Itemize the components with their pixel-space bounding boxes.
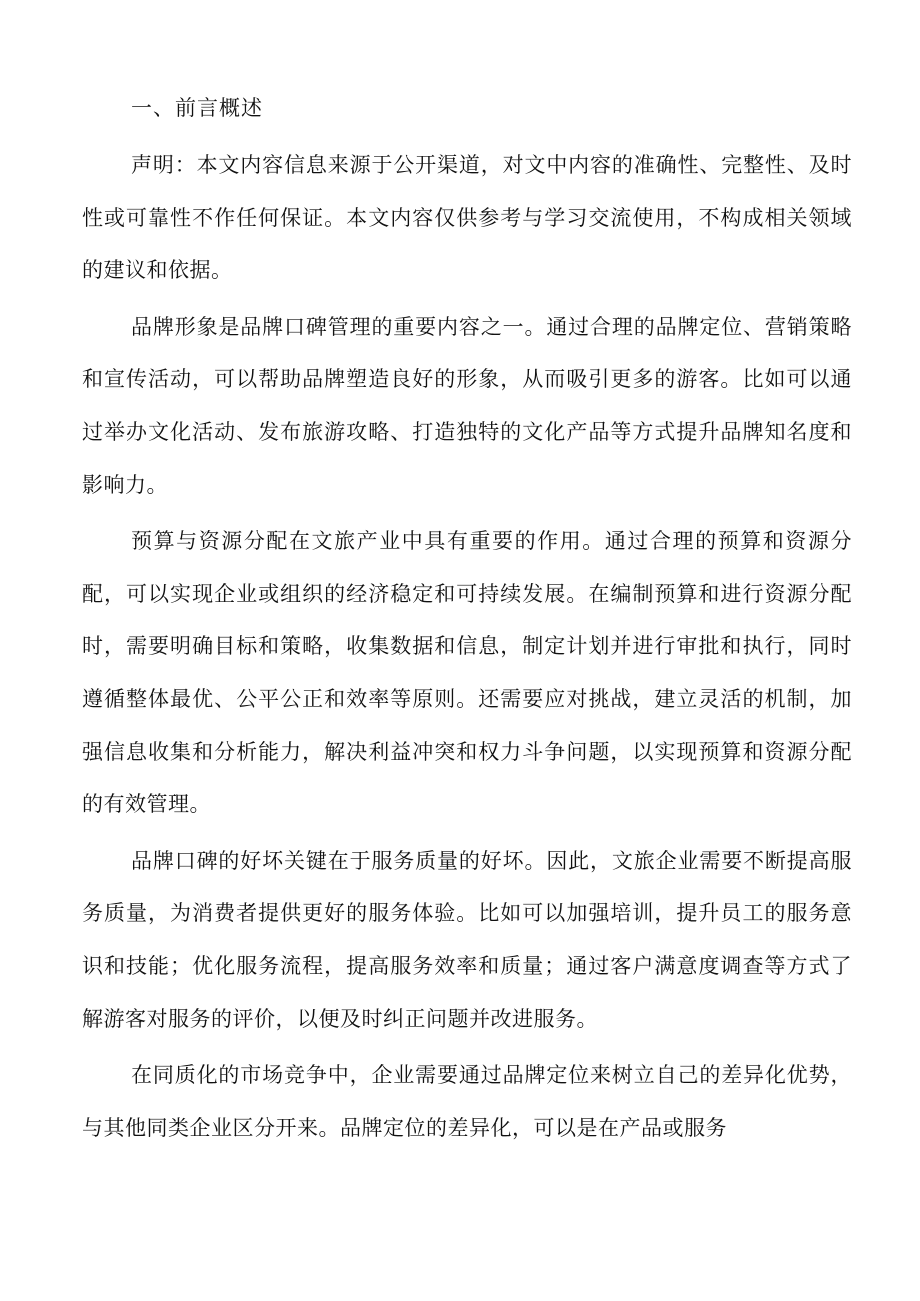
- paragraph-brand-positioning: 在同质化的市场竞争中，企业需要通过品牌定位来树立自己的差异化优势，与其他同类企业区分开来。品牌定位的差异化，可以是在产品或服务: [82, 1063, 852, 1140]
- paragraph-disclaimer: 声明：本文内容信息来源于公开渠道，对文中内容的准确性、完整性、及时性或可靠性不作任何保证。本文内容仅供参考与学习交流使用，不构成相关领域的建议和依据。: [82, 153, 852, 283]
- section-heading: 一、前言概述: [131, 96, 263, 120]
- document-page: [82, 86, 852, 1158]
- paragraph-service-quality: 品牌口碑的好坏关键在于服务质量的好坏。因此，文旅企业需要不断提高服务质量，为消费者提供更好的服务体验。比如可以加强培训，提升员工的服务意识和技能；优化服务流程，提高服务效率和质量；通过客户满意度调查等方式了解游客对服务的评价，以便及时纠正问题并改进服务。: [82, 848, 852, 1031]
- paragraph-budget-allocation: 预算与资源分配在文旅产业中具有重要的作用。通过合理的预算和资源分配，可以实现企业或组织的经济稳定和可持续发展。在编制预算和进行资源分配时，需要明确目标和策略，收集数据和信息，制定计划并进行审批和执行，同时遵循整体最优、公平公正和效率等原则。还需要应对挑战，建立灵活的机制，加强信息收集和分析能力，解决利益冲突和权力斗争问题，以实现预算和资源分配的有效管理。: [82, 529, 852, 817]
- paragraph-brand-image: 品牌形象是品牌口碑管理的重要内容之一。通过合理的品牌定位、营销策略和宣传活动，可以帮助品牌塑造良好的形象，从而吸引更多的游客。比如可以通过举办文化活动、发布旅游攻略、打造独特的文化产品等方式提升品牌知名度和影响力。: [82, 314, 852, 497]
